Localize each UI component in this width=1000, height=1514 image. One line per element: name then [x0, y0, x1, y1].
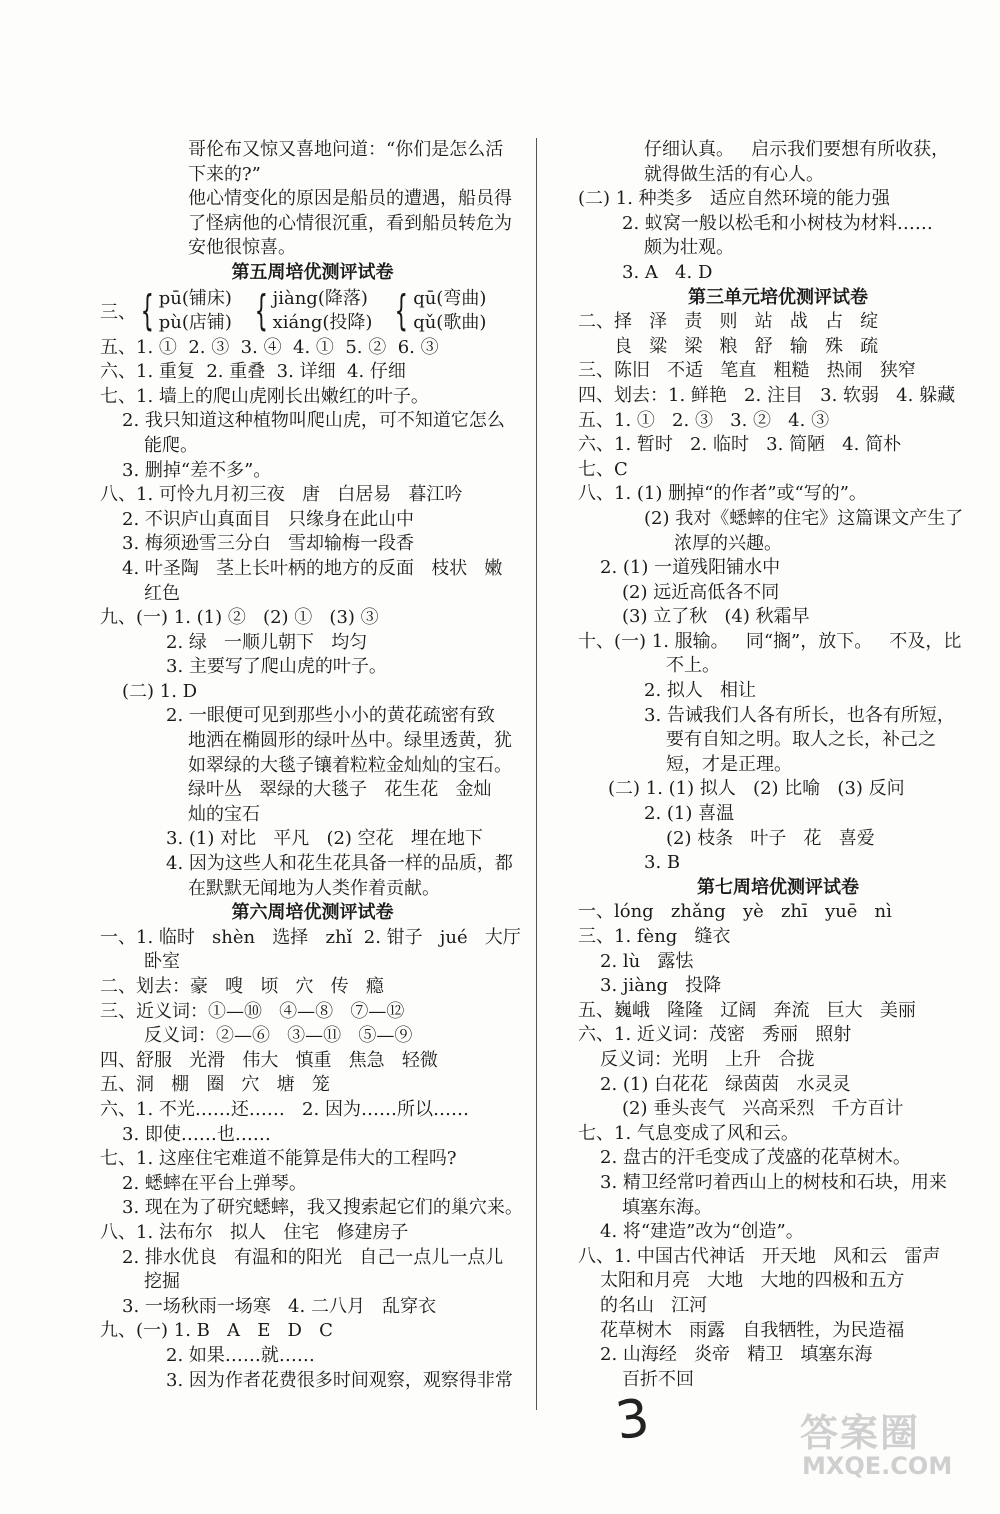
pinyin-item: xiáng(投降) [272, 311, 373, 333]
answer-line: 2. (1) 白花花 绿茵茵 水灵灵 [600, 1073, 851, 1095]
page-number: 3 [611, 1387, 654, 1453]
answer-line: 地洒在椭圆形的绿叶丛中。绿里透黄，犹 [188, 730, 512, 752]
answer-line: 九、(一) 1. B A E D C [100, 1320, 333, 1342]
answer-line: 2. 排水优良 有温和的阳光 自己一点儿一点儿 [122, 1246, 504, 1268]
answer-line: 如翠绿的大毯子镶着粒粒金灿灿的宝石。 [188, 754, 512, 776]
answer-line: 3. 即使……也…… [122, 1123, 271, 1145]
section-heading: 第六周培优测评试卷 [231, 902, 394, 924]
answer-line: 2. (1) 喜温 [644, 803, 735, 825]
answer-line: 3. B [644, 852, 681, 874]
pinyin-group [136, 287, 232, 335]
answer-line: 2. (1) 一道残阳铺水中 [600, 557, 781, 579]
answer-line: 五、1. ① 2. ③ 3. ④ 4. ① 5. ② 6. ③ [100, 336, 439, 358]
answer-line: 七、C [578, 458, 628, 480]
answer-line: 3. A 4. D [622, 261, 713, 283]
pinyin-group [390, 287, 486, 335]
left-column [100, 138, 525, 1393]
answer-line: 卧室 [144, 951, 180, 973]
answer-line: 3. 一场秋雨一场寒 4. 二八月 乱穿衣 [122, 1295, 437, 1317]
answer-line: 八、1. 可怜九月初三夜 唐 白居易 暮江吟 [100, 484, 463, 506]
answer-line: 反义词：光明 上升 合拢 [600, 1048, 815, 1070]
answer-line: 六、1. 近义词：茂密 秀丽 照射 [578, 1024, 852, 1046]
answer-line: 五、1. ① 2. ③ 3. ② 4. ③ [578, 409, 830, 431]
right-column [578, 138, 978, 1392]
answer-line: 3. (1) 对比 平凡 (2) 空花 埋在地下 [166, 828, 483, 850]
answer-line: 3. 删掉“差不多”。 [122, 459, 272, 481]
answer-line: 2. 山海经 炎帝 精卫 填塞东海 [600, 1344, 873, 1366]
answer-line: 七、1. 墙上的爬山虎刚长出嫩红的叶子。 [100, 385, 429, 407]
answer-line: (二) 1. (1) 拟人 (2) 比喻 (3) 反问 [608, 778, 905, 800]
answer-line: (二) 1. 种类多 适应自然环境的能力强 [578, 188, 890, 210]
answer-line: 良 粱 梁 粮 舒 输 殊 疏 [614, 335, 879, 357]
pinyin-answer-row [100, 286, 525, 336]
section-heading: 第五周培优测评试卷 [231, 261, 394, 283]
section-heading: 第七周培优测评试卷 [697, 876, 859, 898]
answer-line: 三、近义词：①—⑩ ④—⑧ ⑦—⑫ [100, 1000, 405, 1022]
answer-line: 一、1. 临时 shèn 选择 zhǐ 2. 钳子 jué 大厅 [100, 926, 521, 948]
answer-line: 安他很惊喜。 [188, 237, 296, 259]
answer-line: 2. 我只知道这种植物叫爬山虎，可不知道它怎么 [122, 410, 505, 432]
answer-line: 灿的宝石 [188, 803, 260, 825]
column-divider [536, 138, 537, 1410]
answer-line: 要有自知之明。取人之长，补己之 [666, 729, 936, 751]
pinyin-item: pū(铺床) [158, 287, 232, 309]
answer-line: (二) 1. D [122, 680, 198, 702]
answer-line: 他心情变化的原因是船员的遭遇，船员得 [188, 188, 512, 210]
answer-line: 十、(一) 1. 服输。 同“搁”，放下。 不及，比 [578, 630, 962, 652]
answer-line: 六、1. 重复 2. 重叠 3. 详细 4. 仔细 [100, 361, 406, 383]
answer-line: 2. 蚁窝一般以松毛和小树枝为材料…… [622, 212, 933, 234]
answer-line: 3. 梅须逊雪三分白 雪却输梅一段香 [122, 533, 415, 555]
answer-line: 2. 如果……就…… [166, 1344, 315, 1366]
answer-line: 三、1. fèng 缝衣 [578, 926, 731, 947]
answer-line: 不上。 [666, 655, 720, 677]
answer-line: 反义词：②—⑥ ③—⑪ ⑤—⑨ [144, 1025, 413, 1047]
answer-line: 4. 因为这些人和花生花具备一样的品质，都 [166, 853, 513, 875]
section-heading: 第三单元培优测评试卷 [688, 286, 868, 308]
answer-line: 3. 因为作者花费很多时间观察，观察得非常 [166, 1369, 513, 1391]
answer-line: 下来的?” [188, 163, 261, 185]
answer-line: (3) 立了秋 (4) 秋霜早 [622, 606, 810, 628]
answer-line: 3. 告诫我们人各有所长，也各有所短， [644, 704, 955, 726]
answer-line: (2) 我对《蟋蟀的住宅》这篇课文产生了 [644, 507, 964, 529]
pinyin-item: qǔ(歌曲) [413, 311, 487, 333]
answer-line: 2. 盘古的汗毛变成了茂盛的花草树木。 [600, 1147, 911, 1169]
answer-line: 花草树木 雨露 自我牺牲，为民造福 [600, 1319, 905, 1341]
answer-line: 2. lù 露怯 [600, 950, 694, 972]
answer-line: 短，才是正理。 [666, 753, 792, 775]
answer-line: 浓厚的兴趣。 [674, 532, 782, 554]
pinyin-item: qū(弯曲) [413, 287, 487, 309]
answer-line: 挖掘 [144, 1271, 180, 1293]
answer-line: 八、1. (1) 删掉“的作者”或“写的”。 [578, 483, 867, 505]
watermark-logo [800, 1402, 980, 1502]
answer-line: 在默默无闻地为人类作着贡献。 [188, 877, 440, 899]
brace-icon: { [254, 285, 268, 335]
answer-line: (2) 枝条 叶子 花 喜爱 [666, 827, 875, 849]
answer-line: 二、择 泽 责 则 站 战 占 绽 [578, 311, 879, 333]
answer-line: 五、巍峨 隆隆 辽阔 奔流 巨大 美丽 [578, 999, 916, 1021]
answer-line: 2. 绿 一顺儿朝下 均匀 [166, 631, 368, 653]
answer-line: 3. jiàng 投降 [600, 975, 722, 997]
answer-line: 绿叶丛 翠绿的大毯子 花生花 金灿 [188, 779, 492, 801]
answer-line: 2. 拟人 相让 [644, 680, 757, 702]
answer-line: 红色 [144, 582, 180, 604]
answer-line: 能爬。 [144, 434, 198, 456]
answer-line: 4. 叶圣陶 茎上长叶柄的地方的反面 枝状 嫩 [122, 557, 503, 579]
answer-line: 了怪病他的心情很沉重，看到船员转危为 [188, 212, 512, 234]
question-number: 三、 [100, 301, 136, 323]
pinyin-group [250, 287, 373, 335]
watermark-text: 答案圈 [800, 1411, 921, 1455]
answer-line: 二、划去：豪 嗖 顷 穴 传 瘾 [100, 976, 384, 997]
answer-line: 四、划去：1. 鲜艳 2. 注目 3. 软弱 4. 躲藏 [578, 384, 956, 406]
answer-line: 六、1. 不光……还…… 2. 因为……所以…… [100, 1098, 469, 1120]
brace-icon: { [395, 285, 409, 335]
answer-line: 八、1. 法布尔 拟人 住宅 修建房子 [100, 1221, 409, 1243]
answer-line: 4. 将“建造”改为“创造”。 [600, 1221, 804, 1243]
answer-line: 六、1. 暂时 2. 临时 3. 简陋 4. 简朴 [578, 434, 902, 456]
answer-line: 填塞东海。 [622, 1196, 712, 1218]
answer-line: 一、lóng zhǎng yè zhī yuē nì [578, 901, 892, 923]
answer-line: 的名山 江河 [600, 1294, 708, 1316]
answer-line: 仔细认真。 启示我们要想有所收获， [644, 139, 950, 160]
pinyin-item: jiàng(降落) [272, 287, 368, 309]
answer-line: 太阳和月亮 大地 大地的四极和五方 [600, 1270, 905, 1292]
answer-line: 九、(一) 1. (1) ② (2) ① (3) ③ [100, 607, 379, 629]
answer-line: 五、洞 棚 圈 穴 塘 笼 [100, 1074, 330, 1096]
answer-line: 颇为壮观。 [644, 237, 734, 259]
answer-line: 3. 现在为了研究蟋蟀，我又搜索起它们的巢穴来。 [122, 1197, 523, 1219]
watermark-url: MXQE.COM [802, 1452, 953, 1480]
answer-line: 四、舒服 光滑 伟大 慎重 焦急 轻微 [100, 1049, 438, 1071]
pinyin-item: pù(店铺) [158, 311, 232, 333]
answer-line: 百折不回 [622, 1368, 694, 1390]
answer-line: 2. 蟋蟀在平台上弹琴。 [122, 1172, 307, 1194]
answer-line: 三、陈旧 不适 笔直 粗糙 热闹 狭窄 [578, 360, 916, 382]
answer-line: 七、1. 气息变成了风和云。 [578, 1122, 799, 1144]
answer-line: 八、1. 中国古代神话 开天地 风和云 雷声 [578, 1245, 941, 1267]
answer-line: 哥伦布又惊又喜地问道：“你们是怎么活 [188, 139, 504, 160]
answer-line: (2) 远近高低各不同 [622, 581, 780, 603]
answer-line: 就得做生活的有心人。 [644, 163, 824, 185]
answer-line: 3. 精卫经常叼着西山上的树枝和石块，用来 [600, 1171, 947, 1193]
brace-icon: { [140, 285, 155, 335]
answer-line: 2. 一眼便可见到那些小小的黄花疏密有致 [166, 705, 495, 727]
answer-line: (2) 垂头丧气 兴高采烈 千方百计 [622, 1098, 904, 1120]
answer-line: 七、1. 这座住宅难道不能算是伟大的工程吗? [100, 1148, 457, 1170]
answer-line: 3. 主要写了爬山虎的叶子。 [166, 656, 387, 678]
answer-line: 2. 不识庐山真面目 只缘身在此山中 [122, 508, 415, 530]
